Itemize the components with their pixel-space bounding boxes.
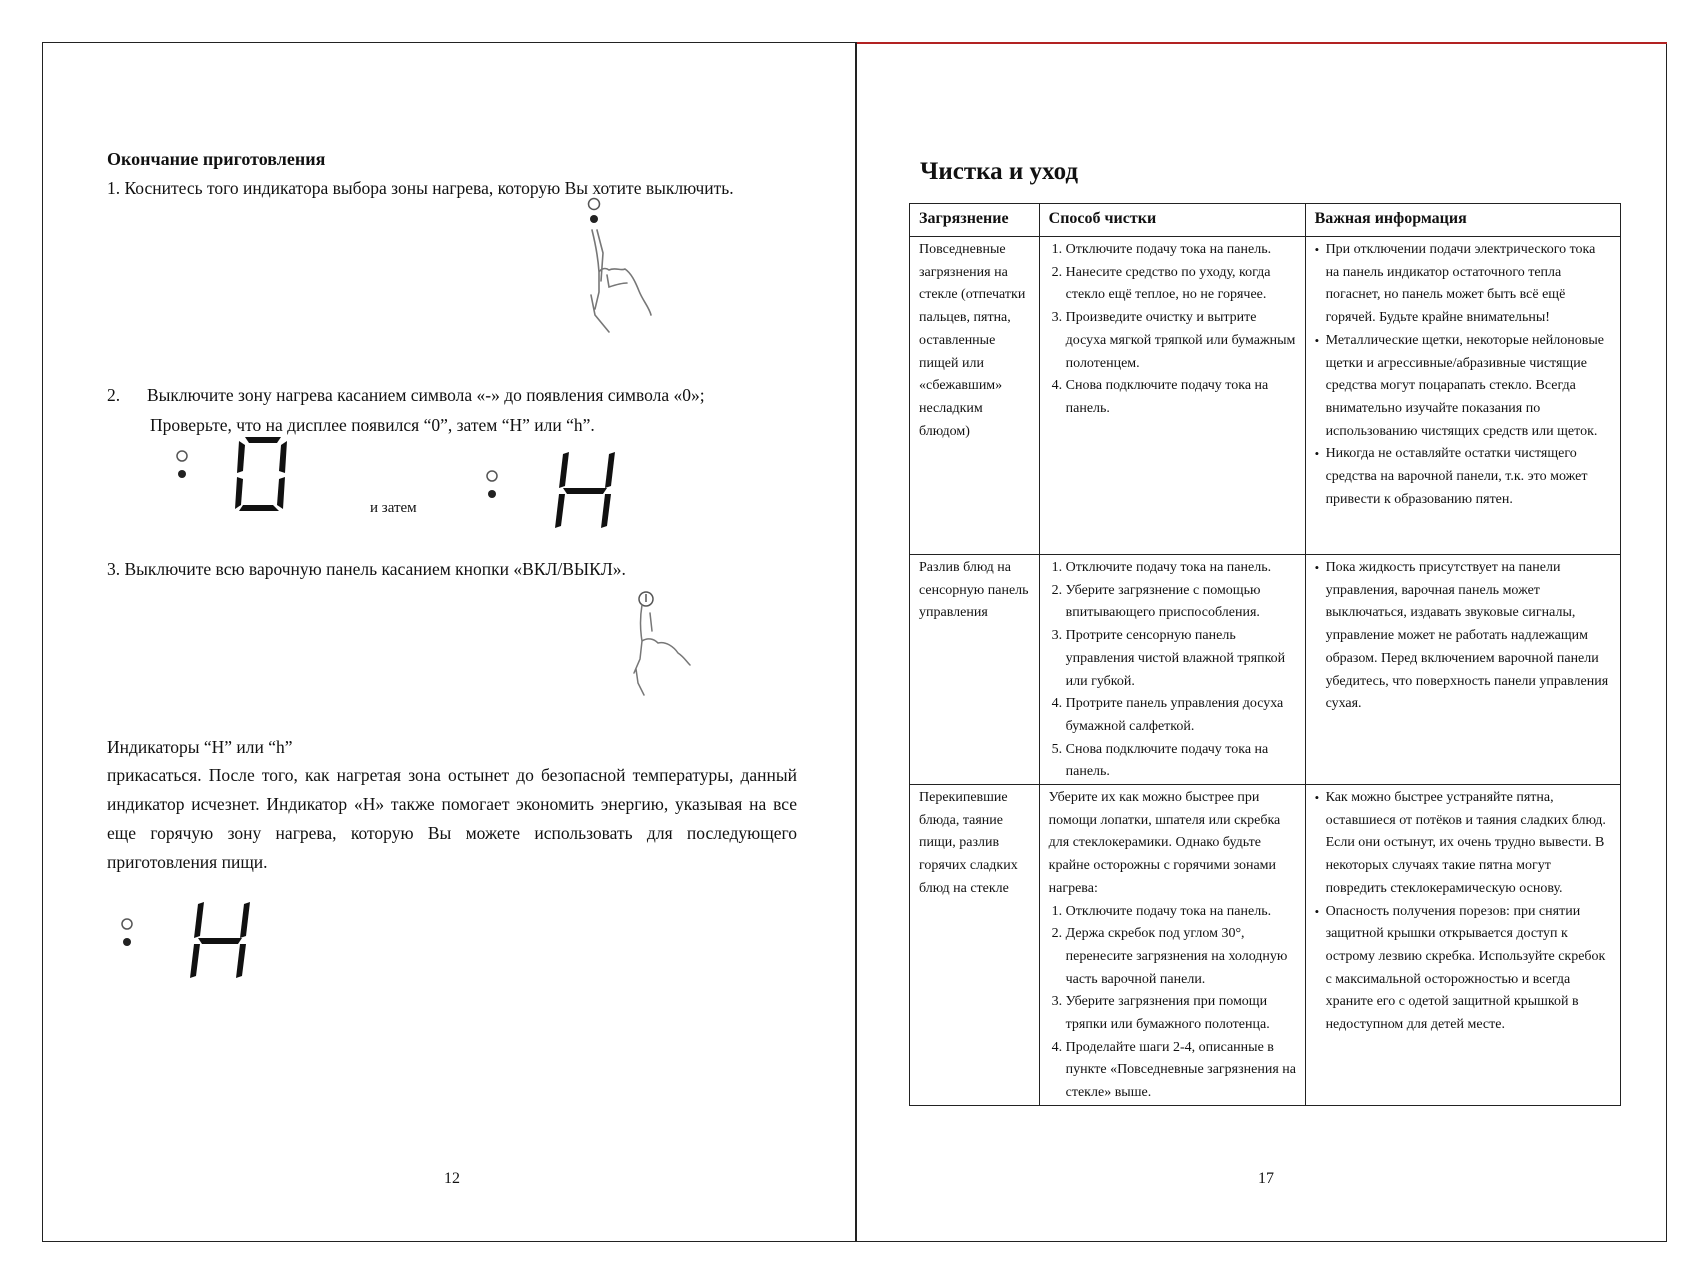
- display-h-digit: [192, 902, 248, 980]
- method-step: 4. Снова подключите подачу тока на панель.: [1066, 375, 1297, 420]
- info-cell: [1305, 237, 1620, 555]
- step-2-text: [107, 381, 797, 410]
- page-divider: [855, 42, 857, 1242]
- method-step: 2. Нанесите средство по уходу, когда стекло ещё теплое, но не горячее.: [1066, 262, 1297, 307]
- cleaning-table: [909, 203, 1621, 1106]
- method-step: 3. Произведите очистку и вытрите досуха мягкой тряпкой или бумажным полотенцем.: [1066, 307, 1297, 375]
- step-2-instruction: Выключите зону нагрева касанием символа «-» до появления символа «0»;: [147, 385, 705, 405]
- method-step: 2. Держа скребок под углом 30°, перенесите загрязнения на холодную часть варочной панели.: [1066, 923, 1297, 991]
- finger-touch-indicator-icon: [585, 197, 695, 337]
- step-1-text: 1. Коснитесь того индикатора выбора зоны нагрева, которую Вы хотите выключить.: [107, 178, 734, 198]
- table-row: [910, 237, 1621, 555]
- indicators-title: Индикаторы “H” или “h”: [107, 737, 293, 757]
- zone-indicator-icon: [175, 450, 189, 482]
- table-header-row: [910, 204, 1621, 237]
- header-soil: Загрязнение: [910, 204, 1040, 237]
- info-cell: [1305, 555, 1620, 785]
- info-bullet: • При отключении подачи электрического тока на панель индикатор остаточного тепла погаснет, но панель может быть всё ещё горячей. Будьте крайне внимательны!: [1326, 239, 1612, 330]
- method-step: 5. Снова подключите подачу тока на панель.: [1066, 739, 1297, 784]
- method-cell: [1039, 785, 1305, 1106]
- step-2-number: 2.: [107, 385, 121, 405]
- cleaning-title: Чистка и уход: [920, 158, 1079, 185]
- table-row: [910, 785, 1621, 1106]
- finger-touch-power-icon: [630, 591, 720, 701]
- step-3-text: 3. Выключите всю варочную панель касанием кнопки «ВКЛ/ВЫКЛ».: [107, 559, 626, 579]
- page-number-right: 17: [1258, 1170, 1274, 1187]
- zone-indicator-icon: [485, 470, 499, 502]
- info-bullet: • Пока жидкость присутствует на панели управления, варочная панель может выключаться, издавать звуковые сигналы, управление может не работать надлежащим образом. Перед включением варочной панели убедитесь, что поверхность панели управления сухая.: [1326, 557, 1612, 716]
- and-then-label: и затем: [370, 500, 417, 516]
- header-info: Важная информация: [1305, 204, 1620, 237]
- header-method: Способ чистки: [1039, 204, 1305, 237]
- info-cell: [1305, 785, 1620, 1106]
- display-zero-digit: [37, 235, 289, 513]
- display-h-digit: [557, 452, 613, 530]
- method-cell: [1039, 555, 1305, 785]
- page-number-left: 12: [444, 1170, 460, 1187]
- section-title: Окончание приготовления: [107, 149, 326, 169]
- soil-cell: Повседневные загрязнения на стекле (отпечатки пальцев, пятна, оставленные пищей или «сбежавшим» несладким блюдом): [910, 237, 1040, 555]
- display-zero-value: 0: [37, 235, 38, 236]
- zone-indicator-icon: [120, 918, 134, 950]
- method-step: 2. Уберите загрязнение с помощью впитывающего приспособления.: [1066, 580, 1297, 625]
- method-step: 3. Протрите сенсорную панель управления чистой влажной тряпкой или губкой.: [1066, 625, 1297, 693]
- info-bullet: • Опасность получения порезов: при снятии защитной крышки открывается доступ к острому лезвию скребка. Используйте скребок с максимальной осторожностью и всегда храните его с одетой защитной крышкой в недоступном для детей месте.: [1326, 901, 1612, 1037]
- indicators-body: прикасаться. После того, как нагретая зона остынет до безопасной температуры, данный индикатор исчезнет. Индикатор «H» также помогает экономить энергию, указывая на все еще горячую зону нагрева, которую Вы можете использовать для последующего приготовления пищи.: [107, 765, 797, 872]
- method-cell: [1039, 237, 1305, 555]
- method-step: 3. Уберите загрязнения при помощи тряпки или бумажного полотенца.: [1066, 991, 1297, 1036]
- info-bullet: • Никогда не оставляйте остатки чистящего средства на варочной панели, т.к. это может привести к образованию пятен.: [1326, 443, 1612, 511]
- info-bullet: • Металлические щетки, некоторые нейлоновые щетки и агрессивные/абразивные чистящие средства могут поцарапать стекло. Всегда внимательно изучайте показания по использованию чистящих средств или щеток.: [1326, 330, 1612, 444]
- method-step: 1. Отключите подачу тока на панель.: [1066, 557, 1297, 580]
- method-step: 1. Отключите подачу тока на панель.: [1066, 901, 1297, 924]
- method-intro: Уберите их как можно быстрее при помощи лопатки, шпателя или скребка для стеклокерамики. Однако будьте крайне осторожны с горячими зонами нагрева:: [1048, 790, 1281, 896]
- step-2-check-text: Проверьте, что на дисплее появился “0”, затем “H” или “h”.: [150, 415, 595, 435]
- soil-cell: Перекипевшие блюда, таяние пищи, разлив горячих сладких блюд на стекле: [910, 785, 1040, 1106]
- method-step: 4. Протрите панель управления досуха бумажной салфеткой.: [1066, 693, 1297, 738]
- method-step: 4. Проделайте шаги 2-4, описанные в пункте «Повседневные загрязнения на стекле» выше.: [1066, 1037, 1297, 1105]
- method-step: 1. Отключите подачу тока на панель.: [1066, 239, 1297, 262]
- info-bullet: • Как можно быстрее устраняйте пятна, оставшиеся от потёков и таяния сладких блюд. Если они остынут, их очень трудно вывести. В некоторых случаях такие пятна могут повредить стеклокерамическую основу.: [1326, 787, 1612, 901]
- top-red-line: [855, 42, 1667, 44]
- table-row: [910, 555, 1621, 785]
- soil-cell: Разлив блюд на сенсорную панель управления: [910, 555, 1040, 785]
